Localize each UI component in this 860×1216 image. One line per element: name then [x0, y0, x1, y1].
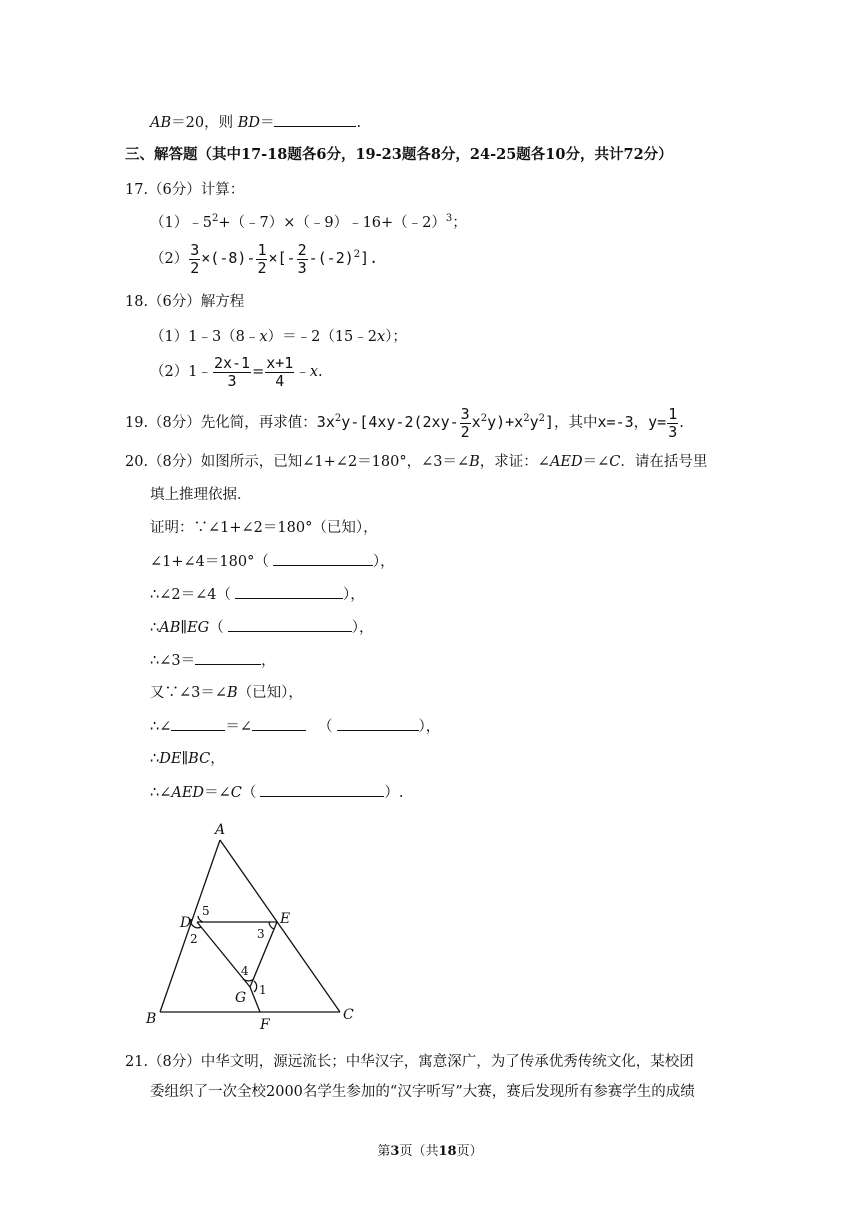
q19: 19.（8分）先化简，再求值：$3x^2y-[4xy-2(2xy-$ $\frac{3}{2}$ $x^2y)+x^2y^2$]，其中x=-3，y= $\frac{1}{3}$ .: [125, 404, 684, 441]
angle-mark-4: [243, 979, 254, 981]
answer-blank[interactable]: [337, 716, 419, 731]
proof-line-3: ∴∠2＝∠4（ ），: [150, 584, 365, 605]
fraction: $\frac{1}{2}$: [257, 240, 267, 277]
fraction: $\frac{2x-1}{3}$: [213, 353, 251, 390]
q17-part1: $(1)﹣5^2+(﹣7)\times(﹣9)﹣16+(﹣2)^3$；: [150, 213, 467, 231]
angle-mark-3: [269, 922, 274, 929]
answer-blank[interactable]: [260, 782, 384, 797]
q20-stem: 20.（8分）如图所示，已知∠1+∠2＝180°，∠3＝∠B，求证：∠AED＝∠C．请在括号里: [125, 454, 708, 470]
fraction: $\frac{3}{2}$: [190, 240, 200, 277]
label-d: D: [180, 915, 192, 931]
label-g: G: [235, 990, 247, 1006]
fraction: $\frac{2}{3}$: [297, 240, 307, 277]
q18-part1: （1）1﹣3（8﹣x）＝﹣2（15﹣2x）；: [150, 329, 407, 345]
proof-line-9: ∴∠AED＝∠C（ ）.: [150, 782, 403, 803]
q17-part2: （2） $\frac{3}{2}$ ×(-8)- $\frac{1}{2}$ ×[- $\frac{2}{3}$ $-(-2)^2$].: [150, 240, 379, 277]
answer-blank[interactable]: [252, 716, 306, 731]
answer-blank[interactable]: [195, 650, 261, 665]
proof-line-2: ∠1+∠4＝180°（ ），: [150, 551, 395, 572]
answer-blank[interactable]: [274, 112, 356, 127]
angle-mark-1: [254, 981, 257, 992]
proof-line-4: ∴AB∥EG（ ），: [150, 617, 374, 638]
geometry-figure: [140, 815, 370, 1040]
fraction: $\frac{x+1}{4}$: [266, 353, 294, 390]
proof-line-7: ∴∠ ＝∠ （ ），: [150, 716, 440, 737]
label-1: 1: [259, 983, 267, 997]
q16-answer-line: AB＝20，则 BD＝ .: [150, 112, 361, 133]
q20-stem-2: 填上推理依据．: [150, 487, 252, 503]
label-3: 3: [257, 927, 265, 941]
proof-line-5: ∴∠3＝ ，: [150, 650, 276, 671]
page-footer: 第3页（共18页）: [377, 1144, 483, 1159]
proof-line-1: 证明：∵∠1+∠2＝180°（已知），: [150, 520, 378, 536]
answer-blank[interactable]: [228, 617, 352, 632]
label-f: F: [260, 1017, 270, 1033]
q21-line-1: 21.（8分）中华文明，源远流长；中华汉字，寓意深广，为了传承优秀传统文化，某校团: [125, 1054, 694, 1070]
proof-line-8: ∴DE∥BC，: [150, 751, 225, 767]
fraction: $\frac{1}{3}$: [668, 404, 678, 441]
label-5: 5: [202, 904, 210, 918]
q18-stem: 18.（6分）解方程: [125, 294, 245, 310]
var-ab: AB: [150, 115, 172, 131]
answer-blank[interactable]: [273, 551, 373, 566]
label-b: B: [146, 1011, 157, 1027]
proof-line-6: 又∵∠3＝∠B（已知），: [150, 685, 303, 701]
label-a: A: [215, 822, 226, 838]
label-2: 2: [190, 932, 198, 946]
q17-stem: 17.（6分）计算：: [125, 182, 245, 198]
answer-blank[interactable]: [171, 716, 225, 731]
answer-blank[interactable]: [235, 584, 343, 599]
label-c: C: [343, 1007, 354, 1023]
q18-part2: （2）1﹣ $\frac{2x-1}{3}$ = $\frac{x+1}{4}$ ﹣x.: [150, 353, 323, 390]
label-e: E: [280, 911, 291, 927]
label-4: 4: [241, 964, 249, 978]
q21-line-2: 委组织了一次全校2000名学生参加的“汉字听写”大赛，赛后发现所有参赛学生的成绩: [150, 1084, 695, 1100]
section-heading: 三、解答题（其中17-18题各6分，19-23题各8分，24-25题各10分，共计72分）: [125, 146, 673, 163]
fraction: $\frac{3}{2}$: [460, 404, 470, 441]
